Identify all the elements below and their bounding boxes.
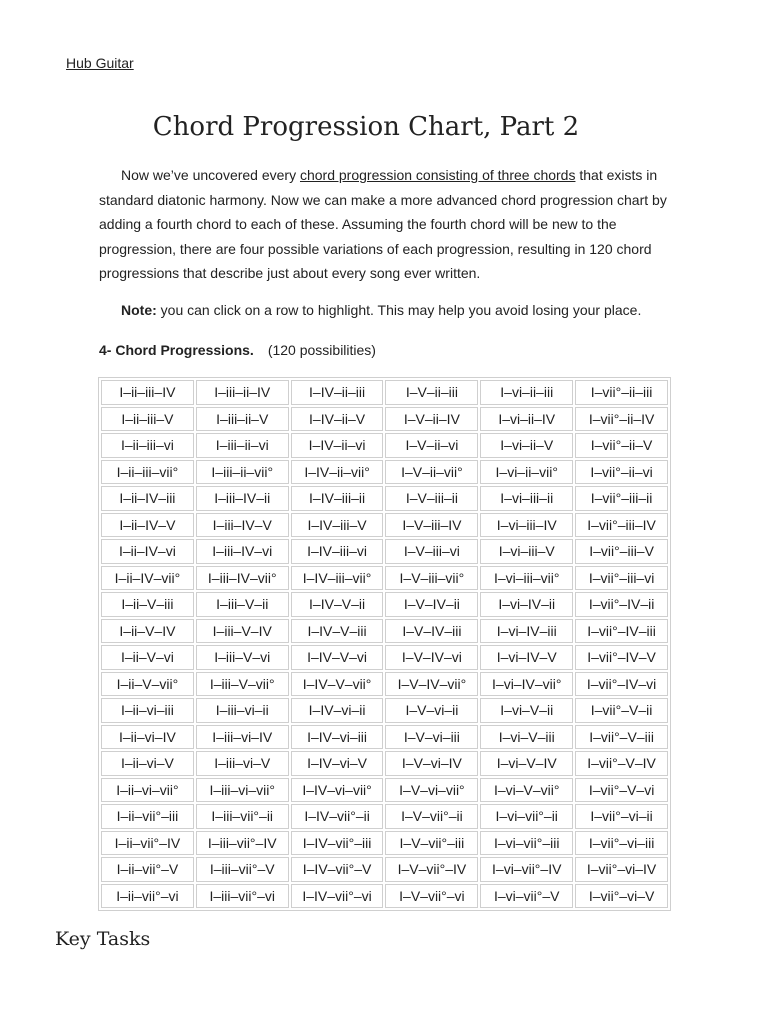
table-row[interactable] bbox=[101, 831, 668, 856]
table-cell[interactable]: I–vii°–ii–vi bbox=[575, 460, 668, 485]
chord-progression-table-body bbox=[101, 380, 668, 908]
table-cell[interactable]: I–ii–V–IV bbox=[101, 619, 194, 644]
table-row[interactable] bbox=[101, 619, 668, 644]
table-cell[interactable]: I–iii–V–ii bbox=[196, 592, 289, 617]
table-cell[interactable]: I–vi–ii–IV bbox=[480, 407, 573, 432]
table-cell[interactable]: I–iii–vi–IV bbox=[196, 725, 289, 750]
table-row[interactable] bbox=[101, 380, 668, 405]
table-cell[interactable]: I–iii–V–vii° bbox=[196, 672, 289, 697]
table-cell[interactable]: I–vii°–iii–vi bbox=[575, 566, 668, 591]
table-row[interactable] bbox=[101, 698, 668, 723]
table-row[interactable] bbox=[101, 884, 668, 909]
table-cell[interactable]: I–vii°–iii–V bbox=[575, 539, 668, 564]
table-cell[interactable]: I–vii°–vi–IV bbox=[575, 857, 668, 882]
chord-progression-table bbox=[98, 377, 671, 911]
table-cell[interactable]: I–iii–IV–vii° bbox=[196, 566, 289, 591]
table-cell[interactable]: I–vi–IV–iii bbox=[480, 619, 573, 644]
table-cell[interactable]: I–IV–vii°–vi bbox=[291, 884, 384, 909]
table-cell[interactable]: I–ii–IV–iii bbox=[101, 486, 194, 511]
table-row[interactable] bbox=[101, 539, 668, 564]
table-cell[interactable]: I–vii°–IV–V bbox=[575, 645, 668, 670]
table-cell[interactable]: I–vi–iii–ii bbox=[480, 486, 573, 511]
note-label: Note: bbox=[121, 302, 157, 318]
table-row[interactable] bbox=[101, 857, 668, 882]
table-cell[interactable]: I–ii–vii°–V bbox=[101, 857, 194, 882]
table-cell[interactable]: I–vi–iii–V bbox=[480, 539, 573, 564]
table-cell[interactable]: I–vi–ii–V bbox=[480, 433, 573, 458]
table-cell[interactable]: I–IV–ii–vi bbox=[291, 433, 384, 458]
table-cell[interactable]: I–vii°–vi–ii bbox=[575, 804, 668, 829]
table-cell[interactable]: I–vii°–vi–iii bbox=[575, 831, 668, 856]
note-paragraph bbox=[121, 302, 641, 318]
table-cell[interactable]: I–vi–vii°–ii bbox=[480, 804, 573, 829]
table-cell[interactable]: I–vi–V–IV bbox=[480, 751, 573, 776]
table-row[interactable] bbox=[101, 672, 668, 697]
table-cell[interactable]: I–V–vi–ii bbox=[385, 698, 478, 723]
table-cell[interactable]: I–vii°–vi–V bbox=[575, 884, 668, 909]
table-row[interactable] bbox=[101, 725, 668, 750]
table-cell[interactable]: I–ii–iii–vi bbox=[101, 433, 194, 458]
table-cell[interactable]: I–IV–vii°–iii bbox=[291, 831, 384, 856]
table-cell[interactable]: I–vii°–IV–vi bbox=[575, 672, 668, 697]
table-cell[interactable]: I–ii–IV–V bbox=[101, 513, 194, 538]
table-cell[interactable]: I–V–ii–iii bbox=[385, 380, 478, 405]
table-cell[interactable]: I–IV–V–iii bbox=[291, 619, 384, 644]
table-cell[interactable]: I–iii–vi–vii° bbox=[196, 778, 289, 803]
table-cell[interactable]: I–vi–ii–iii bbox=[480, 380, 573, 405]
table-cell[interactable]: I–V–IV–ii bbox=[385, 592, 478, 617]
table-cell[interactable]: I–V–vii°–iii bbox=[385, 831, 478, 856]
table-cell[interactable]: I–V–IV–vii° bbox=[385, 672, 478, 697]
table-cell[interactable]: I–ii–vi–iii bbox=[101, 698, 194, 723]
table-cell[interactable]: I–iii–vi–ii bbox=[196, 698, 289, 723]
table-cell[interactable]: I–vi–V–iii bbox=[480, 725, 573, 750]
table-cell[interactable]: I–iii–ii–IV bbox=[196, 380, 289, 405]
table-cell[interactable]: I–vi–V–vii° bbox=[480, 778, 573, 803]
table-cell[interactable]: I–V–vi–iii bbox=[385, 725, 478, 750]
key-tasks-heading: Key Tasks bbox=[55, 928, 151, 950]
table-row[interactable] bbox=[101, 513, 668, 538]
table-cell[interactable]: I–IV–V–ii bbox=[291, 592, 384, 617]
table-cell[interactable]: I–ii–vii°–IV bbox=[101, 831, 194, 856]
section-heading-label: 4- Chord Progressions. bbox=[99, 342, 254, 358]
table-cell[interactable]: I–iii–vii°–IV bbox=[196, 831, 289, 856]
table-cell[interactable]: I–vii°–V–vi bbox=[575, 778, 668, 803]
table-cell[interactable]: I–iii–V–vi bbox=[196, 645, 289, 670]
intro-paragraph bbox=[99, 163, 679, 286]
table-cell[interactable]: I–V–iii–vi bbox=[385, 539, 478, 564]
table-cell[interactable]: I–vii°–V–IV bbox=[575, 751, 668, 776]
table-cell[interactable]: I–vii°–iii–ii bbox=[575, 486, 668, 511]
table-cell[interactable]: I–V–vi–IV bbox=[385, 751, 478, 776]
note-text: you can click on a row to highlight. This may help you avoid losing your place. bbox=[156, 302, 642, 318]
table-cell[interactable]: I–ii–vi–V bbox=[101, 751, 194, 776]
table-cell[interactable]: I–iii–IV–ii bbox=[196, 486, 289, 511]
table-cell[interactable]: I–vi–iii–vii° bbox=[480, 566, 573, 591]
table-cell[interactable]: I–ii–iii–IV bbox=[101, 380, 194, 405]
table-cell[interactable]: I–IV–vi–iii bbox=[291, 725, 384, 750]
table-row[interactable] bbox=[101, 592, 668, 617]
three-chord-progressions-link[interactable]: chord progression consisting of three chords bbox=[299, 167, 576, 183]
table-cell[interactable]: I–V–iii–ii bbox=[385, 486, 478, 511]
table-cell[interactable]: I–IV–vii°–V bbox=[291, 857, 384, 882]
table-cell[interactable]: I–V–ii–IV bbox=[385, 407, 478, 432]
table-cell[interactable]: I–IV–ii–vii° bbox=[291, 460, 384, 485]
table-cell[interactable]: I–ii–V–vii° bbox=[101, 672, 194, 697]
table-cell[interactable]: I–ii–vi–IV bbox=[101, 725, 194, 750]
table-cell[interactable]: I–iii–vii°–vi bbox=[196, 884, 289, 909]
table-row[interactable] bbox=[101, 486, 668, 511]
table-row[interactable] bbox=[101, 804, 668, 829]
table-cell[interactable]: I–vi–IV–ii bbox=[480, 592, 573, 617]
table-row[interactable] bbox=[101, 433, 668, 458]
intro-text-end: that exists in standard diatonic harmony. Now we can make a more advanced chord progression chart by adding a fourth chord to each of these. Assuming the fourth chord will be new to the progression, there are four possible variations of each progression, resulting in 120 chord progressions that describe just about every song ever written. bbox=[99, 167, 667, 281]
table-cell[interactable]: I–IV–ii–iii bbox=[291, 380, 384, 405]
table-cell[interactable]: I–vii°–ii–V bbox=[575, 433, 668, 458]
table-cell[interactable]: I–vi–ii–vii° bbox=[480, 460, 573, 485]
table-cell[interactable]: I–iii–IV–V bbox=[196, 513, 289, 538]
table-cell[interactable]: I–vii°–IV–iii bbox=[575, 619, 668, 644]
table-cell[interactable]: I–ii–iii–V bbox=[101, 407, 194, 432]
site-link[interactable]: Hub Guitar bbox=[66, 55, 134, 71]
table-cell[interactable]: I–ii–vi–vii° bbox=[101, 778, 194, 803]
table-cell[interactable]: I–vii°–V–iii bbox=[575, 725, 668, 750]
table-cell[interactable]: I–vi–vii°–V bbox=[480, 884, 573, 909]
table-cell[interactable]: I–V–iii–vii° bbox=[385, 566, 478, 591]
table-cell[interactable]: I–V–vii°–vi bbox=[385, 884, 478, 909]
page-title: Chord Progression Chart, Part 2 bbox=[152, 112, 580, 142]
table-cell[interactable]: I–IV–iii–vi bbox=[291, 539, 384, 564]
table-row[interactable] bbox=[101, 407, 668, 432]
table-cell[interactable]: I–ii–vii°–vi bbox=[101, 884, 194, 909]
table-cell[interactable]: I–ii–IV–vi bbox=[101, 539, 194, 564]
table-cell[interactable]: I–IV–V–vii° bbox=[291, 672, 384, 697]
table-cell[interactable]: I–vi–vii°–IV bbox=[480, 857, 573, 882]
table-cell[interactable]: I–vi–V–ii bbox=[480, 698, 573, 723]
table-cell[interactable]: I–V–vii°–ii bbox=[385, 804, 478, 829]
table-cell[interactable]: I–iii–V–IV bbox=[196, 619, 289, 644]
table-cell[interactable]: I–IV–iii–V bbox=[291, 513, 384, 538]
table-cell[interactable]: I–iii–IV–vi bbox=[196, 539, 289, 564]
table-cell[interactable]: I–V–vii°–IV bbox=[385, 857, 478, 882]
table-cell[interactable]: I–iii–ii–vi bbox=[196, 433, 289, 458]
table-cell[interactable]: I–vii°–IV–ii bbox=[575, 592, 668, 617]
table-cell[interactable]: I–ii–V–vi bbox=[101, 645, 194, 670]
table-cell[interactable]: I–vi–IV–vii° bbox=[480, 672, 573, 697]
table-row[interactable] bbox=[101, 645, 668, 670]
table-cell[interactable]: I–IV–iii–ii bbox=[291, 486, 384, 511]
table-cell[interactable]: I–vii°–V–ii bbox=[575, 698, 668, 723]
table-row[interactable] bbox=[101, 460, 668, 485]
intro-text-start: Now we’ve uncovered every bbox=[121, 167, 300, 183]
table-cell[interactable]: I–iii–vi–V bbox=[196, 751, 289, 776]
table-cell[interactable]: I–iii–vii°–ii bbox=[196, 804, 289, 829]
table-cell[interactable]: I–iii–ii–V bbox=[196, 407, 289, 432]
table-cell[interactable]: I–IV–vi–vii° bbox=[291, 778, 384, 803]
table-cell[interactable]: I–vii°–iii–IV bbox=[575, 513, 668, 538]
table-cell[interactable]: I–ii–iii–vii° bbox=[101, 460, 194, 485]
table-cell[interactable]: I–IV–ii–V bbox=[291, 407, 384, 432]
table-cell[interactable]: I–IV–iii–vii° bbox=[291, 566, 384, 591]
table-cell[interactable]: I–V–IV–vi bbox=[385, 645, 478, 670]
table-cell[interactable]: I–ii–V–iii bbox=[101, 592, 194, 617]
section-heading bbox=[99, 342, 376, 358]
table-cell[interactable]: I–IV–vi–V bbox=[291, 751, 384, 776]
table-cell[interactable]: I–vi–iii–IV bbox=[480, 513, 573, 538]
table-cell[interactable]: I–ii–vii°–iii bbox=[101, 804, 194, 829]
section-count: (120 possibilities) bbox=[267, 342, 376, 358]
table-cell[interactable]: I–vi–vii°–iii bbox=[480, 831, 573, 856]
table-cell[interactable]: I–IV–vi–ii bbox=[291, 698, 384, 723]
table-cell[interactable]: I–V–ii–vii° bbox=[385, 460, 478, 485]
table-cell[interactable]: I–vi–IV–V bbox=[480, 645, 573, 670]
table-cell[interactable]: I–V–vi–vii° bbox=[385, 778, 478, 803]
table-cell[interactable]: I–ii–IV–vii° bbox=[101, 566, 194, 591]
table-cell[interactable]: I–V–iii–IV bbox=[385, 513, 478, 538]
table-cell[interactable]: I–iii–vii°–V bbox=[196, 857, 289, 882]
table-cell[interactable]: I–V–IV–iii bbox=[385, 619, 478, 644]
table-cell[interactable]: I–V–ii–vi bbox=[385, 433, 478, 458]
table-cell[interactable]: I–IV–vii°–ii bbox=[291, 804, 384, 829]
table-cell[interactable]: I–iii–ii–vii° bbox=[196, 460, 289, 485]
table-row[interactable] bbox=[101, 778, 668, 803]
table-cell[interactable]: I–IV–V–vi bbox=[291, 645, 384, 670]
table-cell[interactable]: I–vii°–ii–iii bbox=[575, 380, 668, 405]
table-row[interactable] bbox=[101, 751, 668, 776]
table-cell[interactable]: I–vii°–ii–IV bbox=[575, 407, 668, 432]
table-row[interactable] bbox=[101, 566, 668, 591]
